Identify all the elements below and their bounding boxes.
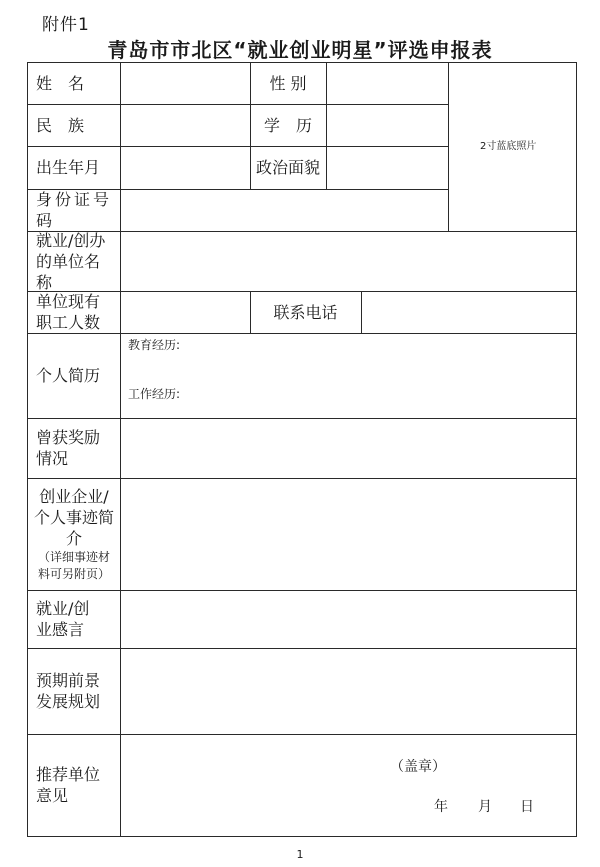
gender-label: 性 别 xyxy=(269,74,307,93)
ethnicity-label: 民 族 xyxy=(36,115,85,135)
page-number: 1 xyxy=(296,848,304,861)
stamp-note: （盖章） xyxy=(390,759,446,775)
name-label: 姓 名 xyxy=(36,74,85,93)
column-divider xyxy=(361,291,362,333)
column-divider xyxy=(120,63,121,836)
resume-label: 个人简历 xyxy=(36,366,101,385)
education-history-note: 教育经历: xyxy=(128,338,181,352)
staff-count-label: 单位现有职工人数 xyxy=(36,292,101,332)
deeds-label: 创业企业/个人事迹简介 （详细事迹材料可另附页） xyxy=(34,486,115,581)
feelings-label: 就业/创业感言 xyxy=(36,599,90,639)
photo-placeholder: 2寸蓝底照片 xyxy=(480,141,537,152)
date-year: 年 xyxy=(434,799,448,815)
plan-label: 预期前景发展规划 xyxy=(36,671,101,711)
column-divider xyxy=(448,63,449,231)
recommend-label: 推荐单位意见 xyxy=(36,765,101,805)
work-history-note: 工作经历: xyxy=(128,387,181,401)
id-number-label: 身份证号码 xyxy=(36,190,113,230)
deeds-note: （详细事迹材料可另附页） xyxy=(37,549,110,581)
awards-label: 曾获奖励情况 xyxy=(36,428,101,468)
employer-label: 就业/创办的单位名称 xyxy=(36,230,106,292)
phone-label: 联系电话 xyxy=(273,302,338,322)
page-title: 青岛市市北区“就业创业明星”评选申报表 xyxy=(107,38,493,62)
politics-label: 政治面貌 xyxy=(255,158,320,177)
column-divider xyxy=(326,63,327,189)
attachment-label: 附件1 xyxy=(42,15,90,35)
date-day: 日 xyxy=(520,799,534,815)
education-label: 学 历 xyxy=(263,115,312,135)
birth-label: 出生年月 xyxy=(36,158,101,177)
date-month: 月 xyxy=(478,799,492,815)
application-form xyxy=(27,62,577,837)
